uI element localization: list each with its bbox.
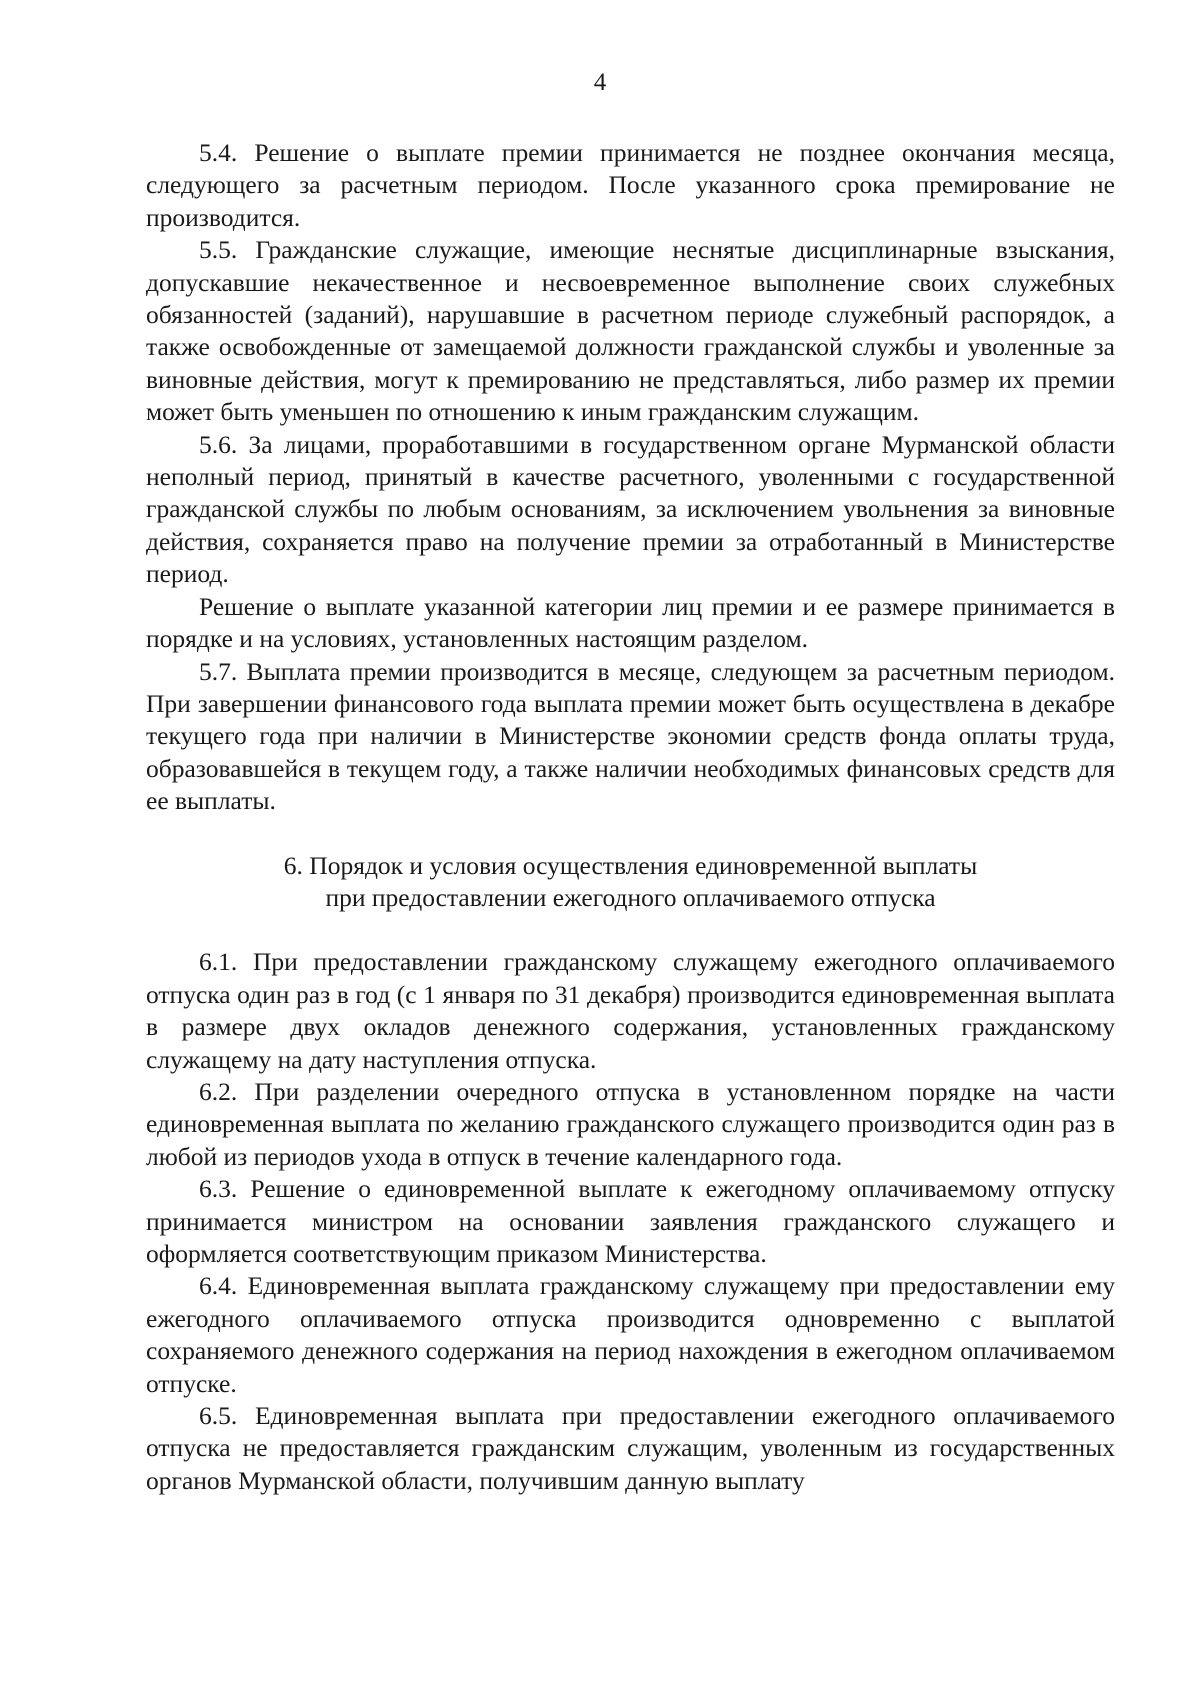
paragraph-6-4: 6.4. Единовременная выплата гражданскому служащему при предоставлении ему ежегодного оплачиваемого отпуска производится одновременно с выплатой сохраняемого денежного содержания на период нахождения в ежегодном оплачиваемом отпуске. bbox=[146, 1271, 1115, 1398]
paragraph-5-7: 5.7. Выплата премии производится в месяце, следующем за расчетным периодом. При завершении финансового года выплата премии может быть осуществлена в декабре текущего года при наличии в Министерстве экономии средств фонда оплаты труда, образовавшейся в текущем году, а также наличии необходимых финансовых средств для ее выплаты. bbox=[146, 656, 1115, 816]
paragraph-5-5: 5.5. Гражданские служащие, имеющие неснятые дисциплинарные взыскания, допускавшие некачественное и несвоевременное выполнение своих служебных обязанностей (заданий), нарушавшие в расчетном периоде служебный распорядок, а также освобожденные от замещаемой должности гражданской службы и уволенные за виновные действия, могут к премированию не представляться, либо размер их премии может быть уменьшен по отношению к иным гражданским служащим. bbox=[146, 235, 1115, 427]
section-6-heading-line-1: 6. Порядок и условия осуществления единовременной выплаты bbox=[283, 850, 978, 880]
paragraph-5-6-decision: Решение о выплате указанной категории лиц премии и ее размере принимается в порядке и на условиях, установленных настоящим разделом. bbox=[146, 591, 1115, 654]
paragraph-6-2: 6.2. При разделении очередного отпуска в установленном порядке на части единовременная выплата по желанию гражданского служащего производится один раз в любой из периодов ухода в отпуск в течение календарного года. bbox=[146, 1076, 1115, 1171]
section-6-heading-line-2: при предоставлении ежегодного оплачиваемого отпуска bbox=[325, 882, 936, 912]
section-6-heading bbox=[146, 850, 1115, 915]
paragraph-5-4: 5.4. Решение о выплате премии принимается не позднее окончания месяца, следующего за расчетным периодом. После указанного срока премирование не производится. bbox=[146, 138, 1115, 232]
paragraph-6-1: 6.1. При предоставлении гражданскому служащему ежегодного оплачиваемого отпуска один раз в год (с 1 января по 31 декабря) производится единовременная выплата в размере двух окладов денежного содержания, установленных гражданскому служащему на дату наступления отпуска. bbox=[146, 947, 1115, 1074]
paragraph-6-3: 6.3. Решение о единовременной выплате к ежегодному оплачиваемому отпуску принимается министром на основании заявления гражданского служащего и оформляется соответствующим приказом Министерства. bbox=[146, 1174, 1115, 1268]
paragraph-6-5: 6.5. Единовременная выплата при предоставлении ежегодного оплачиваемого отпуска не предоставляется гражданским служащим, уволенным из государственных органов Мурманской области, получившим данную выплату bbox=[146, 1401, 1115, 1495]
document-body bbox=[146, 137, 1115, 1497]
page-number: 4 bbox=[593, 69, 607, 96]
paragraph-5-6: 5.6. За лицами, проработавшими в государственном органе Мурманской области неполный период, принятый в качестве расчетного, уволенными с государственной гражданской службы по любым основаниям, за исключением увольнения за виновные действия, сохраняется право на получение премии за отработанный в Министерстве период. bbox=[146, 429, 1115, 589]
